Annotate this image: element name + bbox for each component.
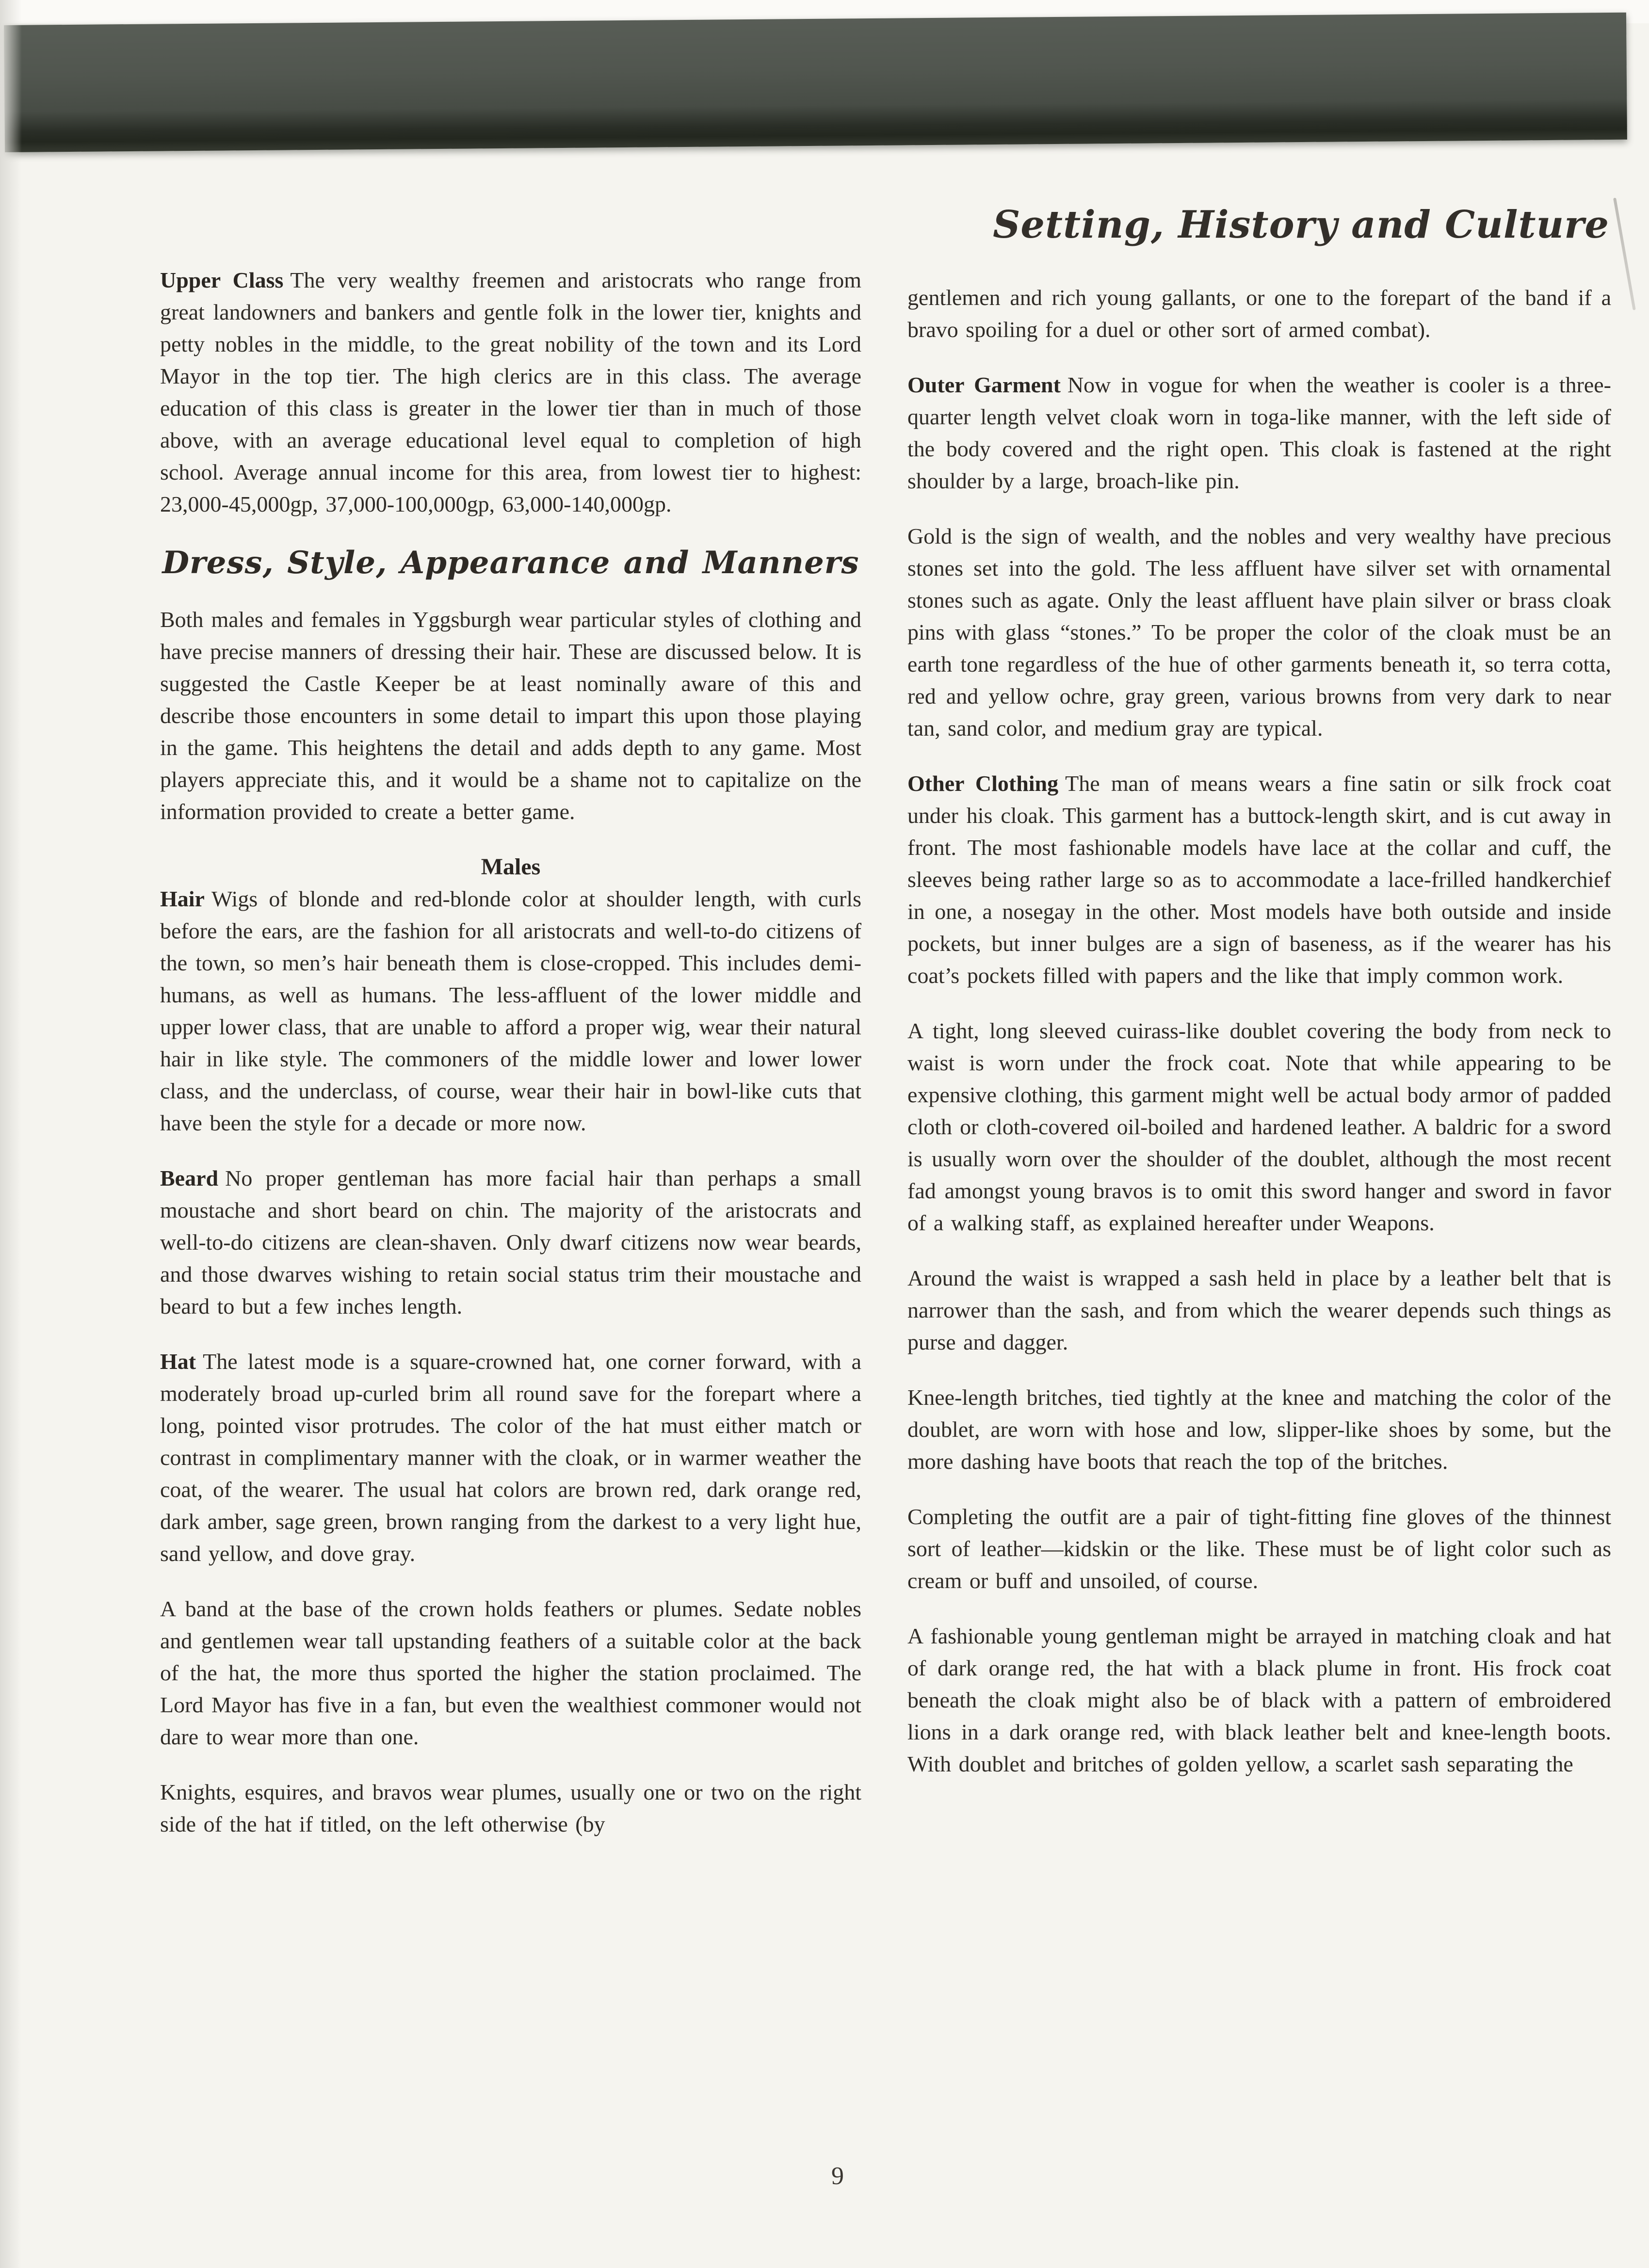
paragraph-gold: Gold is the sign of wealth, and the nobles and very wealthy have precious stones set into the gold. The less affluent have silver set with ornamental stones such as agate. Only the least affluent have plain silver or brass cloak pins with glass “stones.” To be proper the color of the cloak must be an earth tone regardless of the hue of other garments beneath it, so terra cotta, red and yellow ochre, gray green, various browns from very dark to near tan, sand color, and medium gray are typical. [907,524,1611,740]
paragraph-knights: Knights, esquires, and bravos wear plumes, usually one or two on the right side of the hat if titled, on the left otherwise (by [160,1780,862,1836]
subheading-males: Males [481,854,541,880]
left-column [160,264,861,1864]
paragraph-lead-upper-class: Upper Class [160,268,284,292]
paragraph-lead-hat: Hat [160,1349,196,1374]
page-number: 9 [831,2162,844,2190]
scan-left-edge-shadow [0,0,22,2268]
paragraph-hat [160,1346,861,1570]
paragraph-knights-continuation: gentlemen and rich young gallants, or one to the forepart of the band if a bravo spoiling for a duel or other sort of armed combat). [907,285,1611,342]
paragraph-text-upper-class: The very wealthy freemen and aristocrats who range from great landowners and bankers and gentle folk in the lower tier, knights and petty nobles in the middle, to the great nobility of the town and its Lord Mayor in the top tier. The high clerics are in this class. The average education of this class is greater in the lower tier than in much of those above, with an average educational level equal to completion of high school. Average annual income for this area, from lowest tier to highest: 23,000-45,000gp, 37,000-100,000gp, 63,000-140,000gp. [160,268,862,516]
paragraph-gloves: Completing the outfit are a pair of tight-fitting fine gloves of the thinnest sort of leather—kidskin or the like. These must be of light color such as cream or buff and unsoiled, of course. [907,1504,1611,1593]
paragraph-britches: Knee-length britches, tied tightly at the knee and matching the color of the doublet, are worn with hose and low, slipper-like shoes by some, but the more dashing have boots that reach the top of the britches. [907,1385,1611,1474]
paragraph-text-hat: The latest mode is a square-crowned hat, one corner forward, with a moderately broad up-curled brim all round save for the forepart where a long, pointed visor protrudes. The color of the hat must either match or contrast in complimentary manner with the cloak, or in warmer weather the coat, of the wearer. The usual hat colors are brown red, dark orange red, dark amber, sage green, brown ranging from the darkest to a very light hue, sand yellow, and dove gray. [160,1349,862,1566]
text-columns [160,264,1611,1864]
paragraph-other-clothing [907,768,1611,992]
paragraph-lead-hair: Hair [160,886,205,911]
paragraph-text-other-clothing: The man of means wears a fine satin or silk frock coat under his cloak. This garment has a buttock-length skirt, and is cut away in front. The most fashionable models have lace at the collar and cuff, the sleeves being rather large so as to accommodate a lace-frilled handkerchief in one, a nosegay in the other. Most models have both outside and inside pockets, but inner bulges are a sign of baseness, as if the wearer has his coat’s pockets filled with papers and the like that imply common work. [907,771,1611,988]
paragraph-lead-other-clothing: Other Clothing [907,771,1059,796]
paragraph-text-hair: Wigs of blonde and red-blonde color at shoulder length, with curls before the ears, are the fashion for all aristocrats and well-to-do citizens of the town, so men’s hair beneath them is close-cropped. This includes demi-humans, as well as humans. The less-affluent of the lower middle and upper lower class, that are unable to afford a proper wig, wear their natural hair in like style. The commoners of the middle lower and lower lower class, and the underclass, of course, wear their hair in bowl-like cuts that have been the style for a decade or more now. [160,886,862,1135]
paragraph-upper-class [160,264,861,520]
paragraph-outer-garment [907,369,1611,497]
paragraph-doublet: A tight, long sleeved cuirass-like doublet covering the body from neck to waist is worn under the frock coat. Note that while appearing to be expensive clothing, this garment might well be actual body armor of padded cloth or cloth-covered oil-boiled and hardened leather. A baldric for a sword is usually worn over the shoulder of the doublet, although the most recent fad amongst young bravos is to omit this sword hanger and sword in favor of a walking staff, as explained hereafter under Weapons. [907,1018,1611,1235]
right-column [907,264,1611,1864]
section-heading-dress-style: Dress, Style, Appearance and Manners [162,545,859,581]
paragraph-text-beard: No proper gentleman has more facial hair than perhaps a small moustache and short beard on chin. The majority of the aristocrats and well-to-do citizens are clean-shaven. Only dwarf citizens now wear beards, and those dwarves wishing to retain social status trim their moustache and beard to but a few inches length. [160,1166,862,1319]
paragraph-hat-band: A band at the base of the crown holds feathers or plumes. Sedate nobles and gentlemen wear tall upstanding feathers of a suitable color at the back of the hat, the more thus sported the higher the station proclaimed. The Lord Mayor has five in a fan, but even the wealthiest commoner would not dare to wear more than one. [160,1596,862,1749]
paragraph-beard [160,1162,861,1322]
paragraph-fashionable-gentleman: A fashionable young gentleman might be arrayed in matching cloak and hat of dark orange red, the hat with a black plume in front. His frock coat beneath the cloak might also be of black with a pattern of embroidered lions in a dark orange red, with black leather belt and knee-length boots. With doublet and britches of golden yellow, a scarlet sash separating the [907,1624,1611,1776]
paragraph-lead-beard: Beard [160,1166,219,1190]
scan-dark-band [4,13,1627,152]
paragraph-intro: Both males and females in Yggsburgh wear particular styles of clothing and have precise manners of dressing their hair. These are discussed below. It is suggested the Castle Keeper be at least nominally aware of this and describe those encounters in some detail to impart this upon those playing in the game. This heightens the detail and adds depth to any game. Most players appreciate this, and it would be a shame not to capitalize on the information provided to create a better game. [160,607,862,824]
paragraph-lead-outer-garment: Outer Garment [907,372,1061,397]
page-crease-line [1613,197,1636,310]
chapter-header: Setting, History and Culture [993,203,1609,247]
paragraph-text-outer-garment: Now in vogue for when the weather is cooler is a three-quarter length velvet cloak worn in toga-like manner, with the left side of the body covered and the right open. This cloak is fastened at the right shoulder by a large, broach-like pin. [907,372,1611,493]
paragraph-sash: Around the waist is wrapped a sash held in place by a leather belt that is narrower than the sash, and from which the wearer depends such things as purse and dagger. [907,1266,1611,1354]
paragraph-hair [160,883,861,1139]
